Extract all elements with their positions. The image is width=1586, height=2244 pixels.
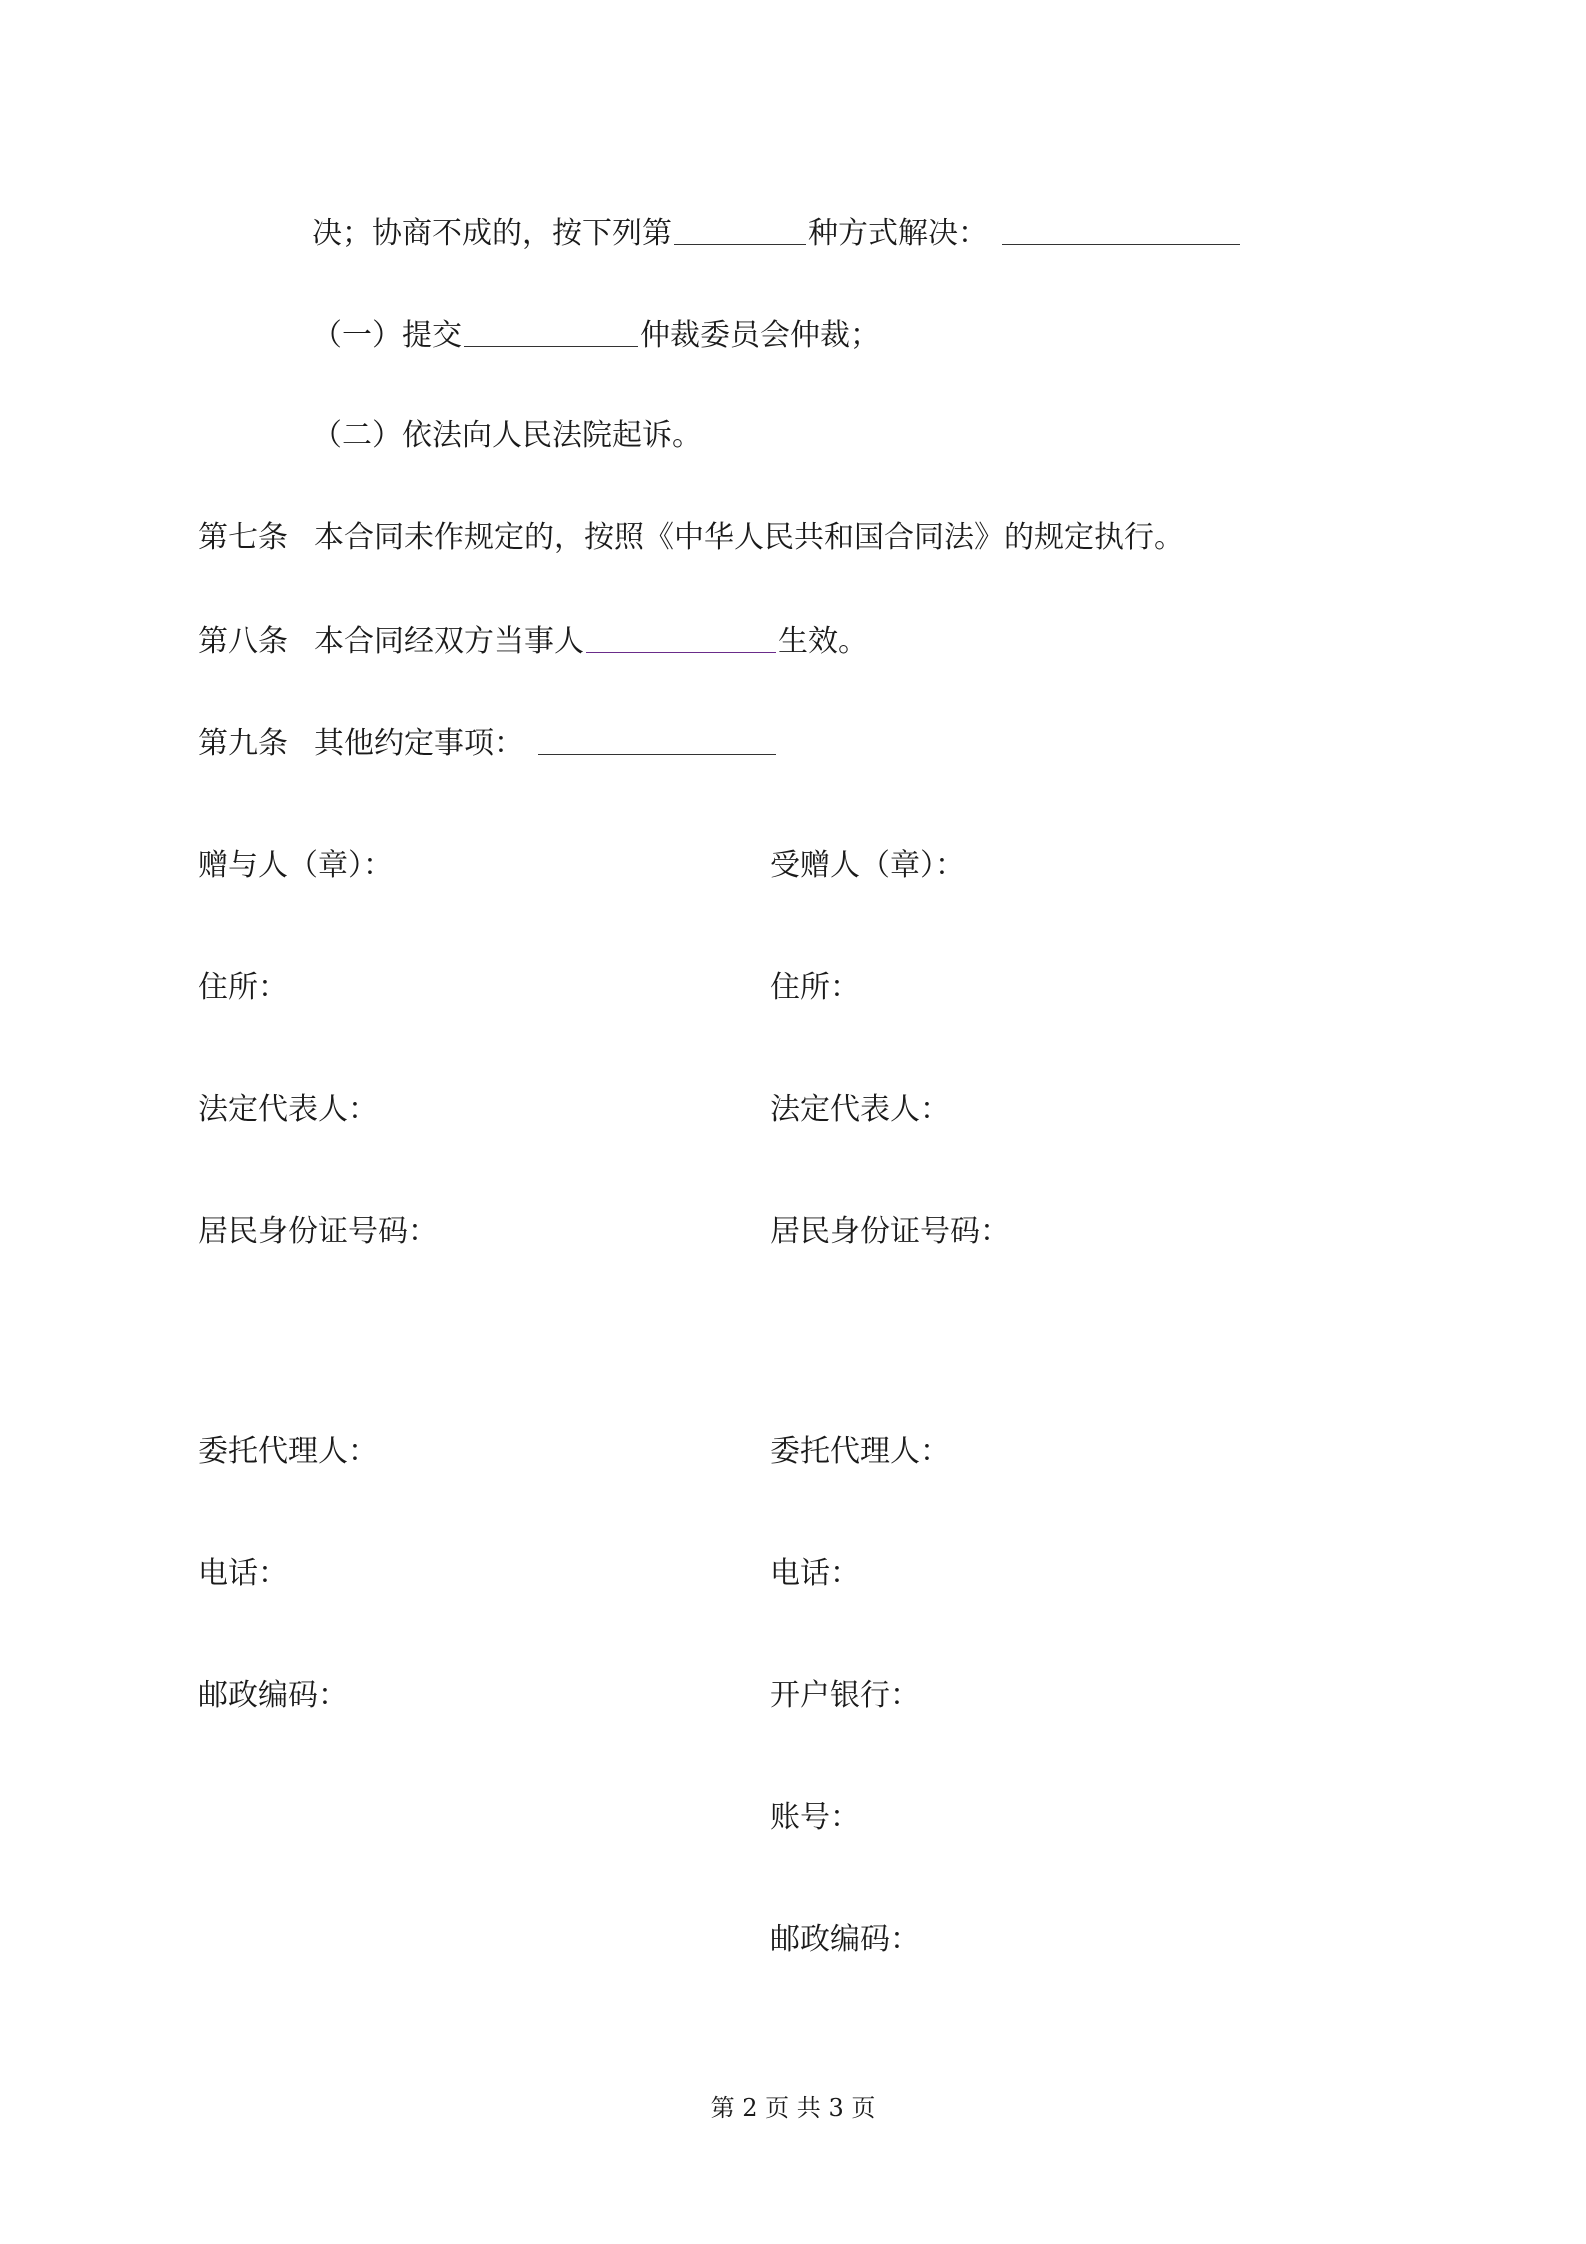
donor-phone-label: 电话： bbox=[198, 1556, 288, 1591]
article-8 bbox=[198, 620, 868, 662]
donee-address-label: 住所： bbox=[770, 970, 860, 1005]
article-9 bbox=[198, 722, 778, 764]
other-matters-blank bbox=[538, 724, 776, 755]
article-7-text: 本合同未作规定的，按照《中华人民共和国合同法》的规定执行。 bbox=[314, 520, 1184, 555]
dispute-text-a: 决；协商不成的，按下列第 bbox=[312, 216, 672, 251]
article-8-number: 第八条 bbox=[198, 624, 288, 659]
dispute-choice-blank bbox=[1002, 214, 1240, 245]
donor-id-number-label: 居民身份证号码： bbox=[198, 1214, 438, 1249]
article-8-suffix: 生效。 bbox=[778, 624, 868, 659]
donee-seal-label: 受赠人（章）： bbox=[770, 848, 965, 883]
donor-postcode-label: 邮政编码： bbox=[198, 1678, 348, 1713]
arbitration-commission-blank bbox=[464, 316, 638, 347]
option1-prefix: （一）提交 bbox=[312, 318, 462, 353]
donor-address-label: 住所： bbox=[198, 970, 288, 1005]
donee-legal-rep-label: 法定代表人： bbox=[770, 1092, 950, 1127]
article-8-prefix: 本合同经双方当事人 bbox=[314, 624, 584, 659]
option1-suffix: 仲裁委员会仲裁； bbox=[640, 318, 880, 353]
donee-account-label: 账号： bbox=[770, 1800, 860, 1835]
dispute-text-b: 种方式解决： bbox=[808, 216, 988, 251]
donee-id-number-label: 居民身份证号码： bbox=[770, 1214, 1010, 1249]
donor-legal-rep-label: 法定代表人： bbox=[198, 1092, 378, 1127]
page-number-footer: 第 2 页 共 3 页 bbox=[710, 2094, 876, 2122]
donee-phone-label: 电话： bbox=[770, 1556, 860, 1591]
option-court-line bbox=[312, 416, 702, 456]
article-9-text: 其他约定事项： bbox=[314, 726, 524, 761]
donor-seal-label: 赠与人（章）： bbox=[198, 848, 393, 883]
option2-text: （二）依法向人民法院起诉。 bbox=[312, 418, 702, 453]
effective-condition-blank bbox=[586, 622, 776, 653]
donee-agent-label: 委托代理人： bbox=[770, 1434, 950, 1469]
article-7-number: 第七条 bbox=[198, 520, 288, 555]
article-7 bbox=[198, 518, 1184, 558]
article-9-number: 第九条 bbox=[198, 726, 288, 761]
donor-agent-label: 委托代理人： bbox=[198, 1434, 378, 1469]
dispute-method-blank bbox=[674, 214, 806, 245]
donee-bank-label: 开户银行： bbox=[770, 1678, 920, 1713]
option-arbitration-line bbox=[312, 314, 880, 356]
donee-postcode-label: 邮政编码： bbox=[770, 1922, 920, 1957]
dispute-resolution-line bbox=[312, 212, 1242, 254]
